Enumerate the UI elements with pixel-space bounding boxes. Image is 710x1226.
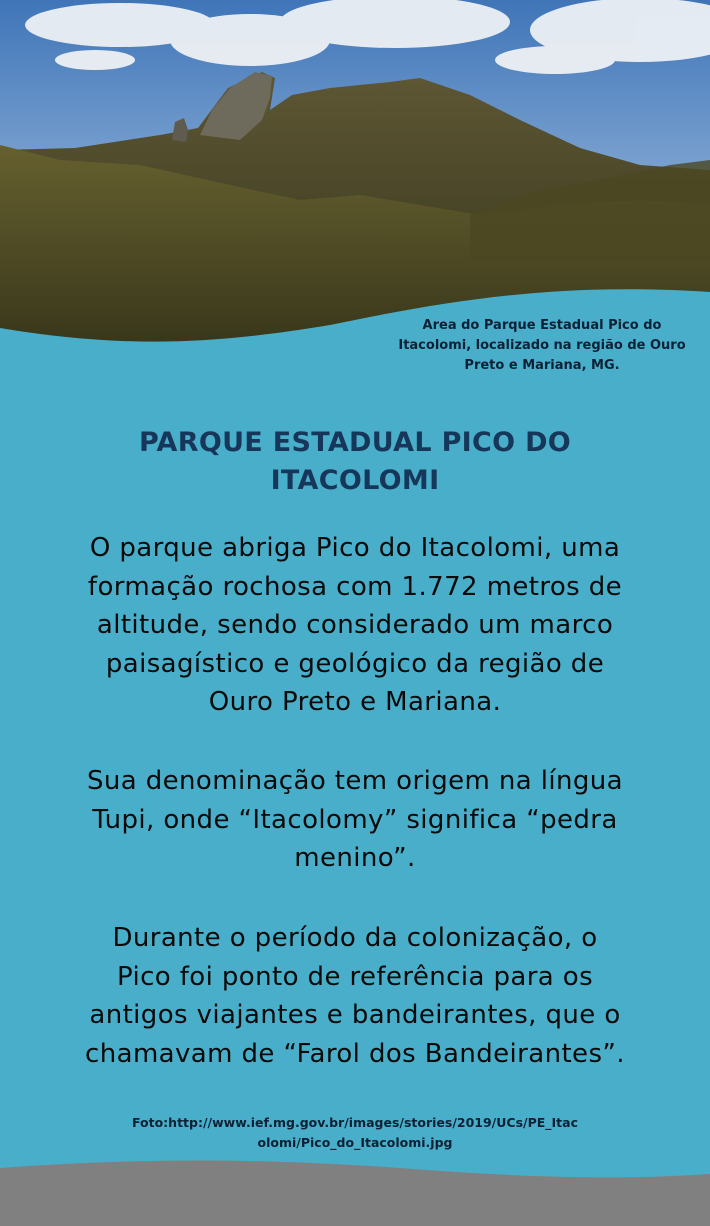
paragraph-line: Durante o período da colonização, o <box>112 923 598 953</box>
paragraph-line: Pico foi ponto de referência para os <box>116 961 594 992</box>
paragraph-line: formação rochosa com 1.772 metros de <box>87 571 623 602</box>
caption-line: Preto e Mariana, MG. <box>464 358 620 373</box>
paragraph-line: Tupi, onde “Itacolomy” significa “pedra <box>92 804 618 835</box>
paragraph-line: menino”. <box>294 843 416 873</box>
paragraph-line: Sua denominação tem origem na língua <box>86 766 624 796</box>
credit-line: olomi/Pico_do_Itacolomi.jpg <box>257 1135 453 1150</box>
title-line: PARQUE ESTADUAL PICO DO <box>138 427 572 458</box>
photo-caption <box>392 316 692 376</box>
paragraph-line: O parque abriga Pico do Itacolomi, uma <box>89 533 621 563</box>
paragraph-history <box>20 919 690 1073</box>
photo-credit <box>70 1113 640 1153</box>
paragraph-line: antigos viajantes e bandeirantes, que o <box>89 1000 621 1030</box>
paragraph-line: Ouro Preto e Mariana. <box>208 687 502 717</box>
credit-line: Foto:http://www.ief.mg.gov.br/images/stories/2019/UCs/PE_Itac <box>132 1115 578 1130</box>
footer-band <box>0 1150 710 1226</box>
footer-wave <box>0 1161 710 1226</box>
title-line: ITACOLOMI <box>270 465 440 496</box>
paragraph-line: chamavam de “Farol dos Bandeirantes”. <box>85 1038 625 1069</box>
paragraph-name-origin <box>20 762 690 878</box>
page-title <box>80 424 630 500</box>
landscape-photo <box>0 0 710 360</box>
paragraph-overview <box>20 529 690 722</box>
paragraph-line: paisagístico e geológico da região de <box>105 648 605 679</box>
caption-line: Area do Parque Estadual Pico do <box>422 318 662 333</box>
paragraph-line: altitude, sendo considerado um marco <box>96 610 614 640</box>
caption-line: Itacolomi, localizado na região de Ouro <box>398 338 686 353</box>
